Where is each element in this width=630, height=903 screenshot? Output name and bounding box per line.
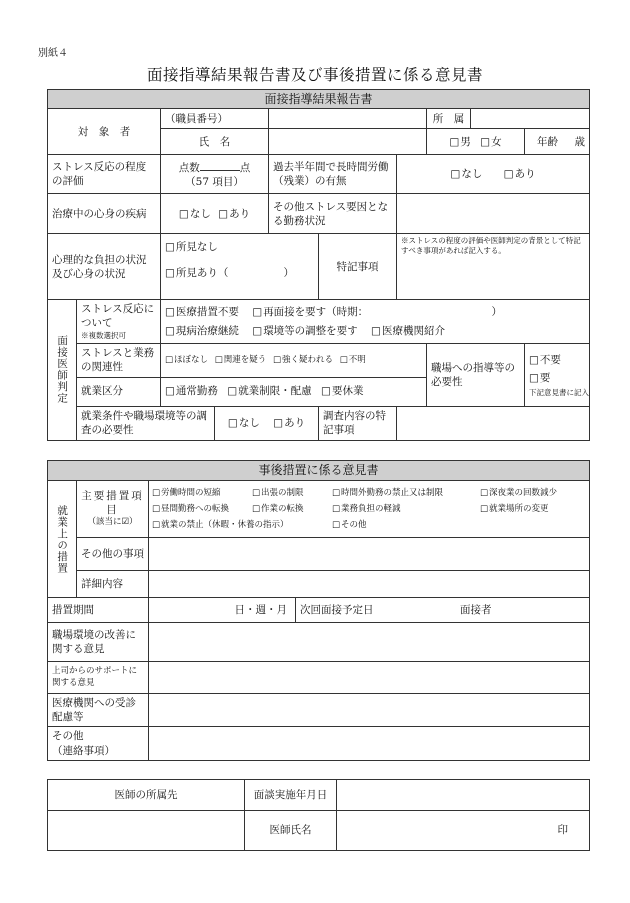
page-title: 面接指導結果報告書及び事後措置に係る意見書 [146,66,483,84]
affiliation-label: 所 属 [427,109,471,129]
judgment-label: 面接医師判定 [48,300,77,440]
measure-item[interactable]: □ その他 [332,517,367,533]
period-row [149,598,590,623]
survey-present-checkbox[interactable]: □ あり [273,417,305,429]
relation-label: ストレスと業務の関連性 [77,344,161,377]
doctor-name-field[interactable] [337,811,537,851]
guidance-options [525,344,590,406]
report-header: 面接指導結果報告書 [48,90,590,109]
measure-items [149,481,590,538]
report-table [47,89,590,441]
psych-options [161,234,319,300]
no-findings-checkbox[interactable]: □ 所見なし [165,241,218,253]
survey-special-label: 調査内容の特記事項 [319,406,397,440]
name-label: 氏 名 [161,129,269,155]
measure-item[interactable]: □ 深夜業の回数減少 [480,485,557,501]
period-units[interactable]: 日・週・月 [149,598,296,622]
work-class-label: 就業区分 [77,377,161,406]
measure-item[interactable]: □ 昼間勤務への転換 [152,501,252,517]
age-unit: 歳 [574,135,586,148]
age-label: 年齢 [537,135,558,148]
overtime-present-checkbox[interactable]: □ あり [504,168,536,180]
rel-suspected-checkbox[interactable]: □ 関連を疑う [215,355,267,365]
other-stress-label: その他ストレス要因となる勤務状況 [269,194,397,234]
measure-item[interactable]: □ 業務負担の軽減 [332,501,480,517]
reinterview-checkbox[interactable]: □ 再面接を要す（時期： [252,306,368,318]
findings-close: ） [283,267,294,280]
work-normal-checkbox[interactable]: □ 通常勤務 [165,385,218,397]
overtime-options [397,155,590,194]
treatment-none-checkbox[interactable]: □ なし [179,208,211,220]
interview-date-field[interactable] [337,780,590,811]
multi-select-note: ※複数選択可 [81,330,126,340]
seal-label: 印 [537,811,590,851]
rel-strong-checkbox[interactable]: □ 強く疑われる [273,355,333,365]
measure-item[interactable]: □ 出張の制限 [252,485,332,501]
reinterview-close: ） [491,305,503,318]
rel-none-checkbox[interactable]: □ ほぼなし [165,355,208,365]
gender-field[interactable] [427,129,525,155]
measures-label: 就業上の措置 [48,481,77,598]
stress-eval-label: ストレス反応の程度の評価 [48,155,161,194]
staff-no-field[interactable] [269,109,427,129]
details-field[interactable] [149,571,590,598]
work-limited-checkbox[interactable]: □ 就業制限・配慮 [227,385,311,397]
measure-item[interactable]: □ 就業場所の変更 [480,501,549,517]
female-checkbox[interactable]: □ 女 [480,136,501,148]
male-checkbox[interactable]: □ 男 [449,136,470,148]
continue-checkbox[interactable]: □ 現病治療継続 [165,325,239,337]
other-label: その他 [52,730,84,743]
survey-none-checkbox[interactable]: □ なし [228,417,260,429]
subject-label: 対 象 者 [48,109,161,155]
other-sub: （連絡事項） [52,744,115,757]
findings-checkbox[interactable]: □ 所見あり（ [165,266,228,280]
work-leave-checkbox[interactable]: □ 要休業 [321,385,363,397]
guidance-not-needed-checkbox[interactable]: □ 不要 [529,352,585,370]
applicable-label: （該当に☑） [87,517,138,528]
affiliation-field[interactable] [471,109,590,129]
rel-unknown-checkbox[interactable]: □ 不明 [340,355,366,365]
guidance-label: 職場への指導等の必要性 [427,344,525,406]
env-adjust-checkbox[interactable]: □ 環境等の調整を要す [252,325,357,337]
overtime-label: 過去半年間で長時間労働（残業）の有無 [269,155,397,194]
other-stress-field[interactable] [397,194,590,234]
opinion-header: 事後措置に係る意見書 [48,461,590,481]
special-note: ※ストレスの程度の評価や医師判定の背景として特記すべき事項があれば記入する。 [397,234,590,300]
next-interview-label: 次回面接予定日 [300,603,374,616]
supervisor-field[interactable] [149,662,590,694]
medical-field[interactable] [149,694,590,727]
interview-date-label: 面談実施年月日 [245,780,337,811]
measure-item[interactable]: □ 作業の転換 [252,501,332,517]
opinion-table [47,460,590,761]
work-class-options [161,377,427,406]
survey-label: 就業条件や職場環境等の調査の必要性 [77,406,215,440]
no-medical-checkbox[interactable]: □ 医療措置不要 [165,306,239,318]
stress-resp-cell [77,300,161,344]
doctor-affiliation-field[interactable] [48,811,245,851]
survey-special-field[interactable] [397,406,590,440]
measure-item[interactable]: □ 就業の禁止（休暇・休養の指示） [152,517,332,533]
measure-item[interactable]: □ 労働時間の短縮 [152,485,252,501]
main-measures-cell [77,481,149,538]
survey-options [215,406,319,440]
treatment-options [161,194,269,234]
doctor-affiliation-label: 医師の所属先 [48,780,245,811]
guidance-note: 下記意見書に記入 [529,388,589,398]
doctor-name-label: 医師氏名 [245,811,337,851]
treatment-label: 治療中の心身の疾病 [48,194,161,234]
score-items: （57 項目） [185,175,244,188]
medical-label: 医療機関への受診配慮等 [48,694,149,727]
overtime-none-checkbox[interactable]: □ なし [450,168,482,180]
stress-resp-options [161,300,590,344]
staff-no-label: （職員番号） [161,109,269,129]
main-measures-label: 主要措置項目 [81,490,144,517]
special-label: 特記事項 [319,234,397,300]
workplace-field[interactable] [149,623,590,662]
other-field[interactable] [149,727,590,760]
period-label: 措置期間 [48,598,149,623]
score-label: 点数 [178,161,200,174]
score-unit: 点 [239,161,251,174]
stress-resp-label: ストレス反応について [81,303,155,330]
referral-checkbox[interactable]: □ 医療機関紹介 [371,325,445,337]
psych-label: 心理的な負担の状況及び心身の状況 [48,234,161,300]
supervisor-label: 上司からのサポートに関する意見 [48,662,149,694]
guidance-needed-checkbox[interactable]: □ 要 [529,370,585,388]
name-field[interactable] [269,129,427,155]
interviewer-label: 面接者 [460,603,492,616]
treatment-present-checkbox[interactable]: □ あり [218,208,250,220]
attachment-label: 別紙４ [38,48,68,59]
relation-options [161,344,427,377]
other-measures-field[interactable] [149,538,590,571]
measure-item[interactable]: □ 時間外勤務の禁止又は制限 [332,485,480,501]
age-field[interactable] [525,129,590,155]
signature-table [47,779,590,851]
workplace-label: 職場環境の改善に関する意見 [48,623,149,662]
details-label: 詳細内容 [77,571,149,598]
other-cell [48,727,149,760]
score-field[interactable] [161,155,269,194]
other-measures-label: その他の事項 [77,538,149,571]
